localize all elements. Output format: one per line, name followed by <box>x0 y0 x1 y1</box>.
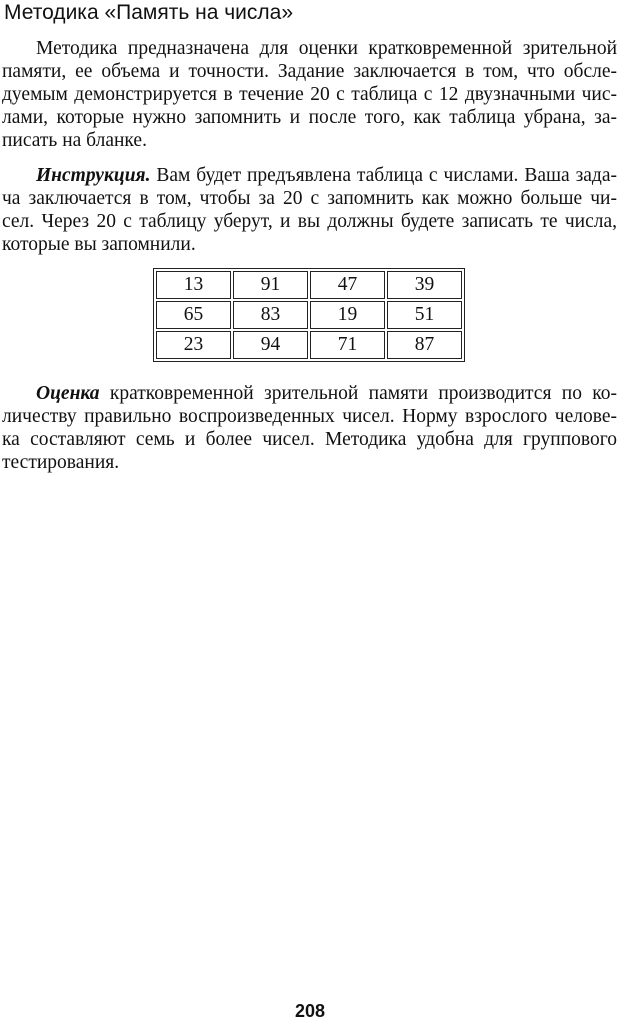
table-cell: 13 <box>156 271 231 299</box>
table-cell: 39 <box>387 271 462 299</box>
table-row <box>156 271 462 299</box>
table-cell: 71 <box>310 331 385 359</box>
table-cell: 65 <box>156 301 231 329</box>
text-line: тестирования. <box>2 452 120 473</box>
text-line: личеству правильно воспроизведенных чисел. Норму взрослого челове- <box>2 406 617 427</box>
table-row <box>156 331 462 359</box>
table-cell: 94 <box>233 331 308 359</box>
text-line: ча заключается в том, чтобы за 20 с запомнить как можно больше чи- <box>2 188 617 209</box>
numbers-table <box>153 268 465 362</box>
text-line: дуемым демонстрируется в течение 20 с таблица с 12 двузначными чис- <box>2 84 617 105</box>
text-line: лами, которые нужно запомнить и после того, как таблица убрана, за- <box>2 107 617 128</box>
table-cell: 47 <box>310 271 385 299</box>
table-row <box>156 301 462 329</box>
text-line: Методика предназначена для оценки кратковременной зрительной <box>36 38 617 59</box>
evaluation-text: кратковременной зрительной памяти производится по ко- <box>99 383 617 404</box>
intro-paragraph <box>2 37 617 152</box>
table-cell: 83 <box>233 301 308 329</box>
page-title: Методика «Память на числа» <box>4 1 294 24</box>
table-cell: 87 <box>387 331 462 359</box>
table-cell: 51 <box>387 301 462 329</box>
text-line <box>2 164 617 187</box>
table-cell: 91 <box>233 271 308 299</box>
table-cell: 19 <box>310 301 385 329</box>
table-cell: 23 <box>156 331 231 359</box>
page-number: 208 <box>294 1001 326 1021</box>
text-line <box>2 382 617 405</box>
text-line: которые вы запомнили. <box>2 234 196 255</box>
instruction-text: Вам будет предъявлена таблица с числами. Ваша зада- <box>150 165 617 186</box>
text-line: памяти, ее объема и точности. Задание заключается в том, что обсле- <box>2 61 617 82</box>
evaluation-paragraph <box>2 382 617 474</box>
text-line: ка составляют семь и более чисел. Методика удобна для группового <box>2 429 617 450</box>
evaluation-lead: Оценка <box>36 383 100 404</box>
instruction-paragraph <box>2 164 617 256</box>
text-line: сел. Через 20 с таблицу уберут, и вы должны будете записать те числа, <box>2 211 617 232</box>
instruction-lead: Инструкция. <box>36 165 151 186</box>
text-line: писать на бланке. <box>2 130 147 151</box>
